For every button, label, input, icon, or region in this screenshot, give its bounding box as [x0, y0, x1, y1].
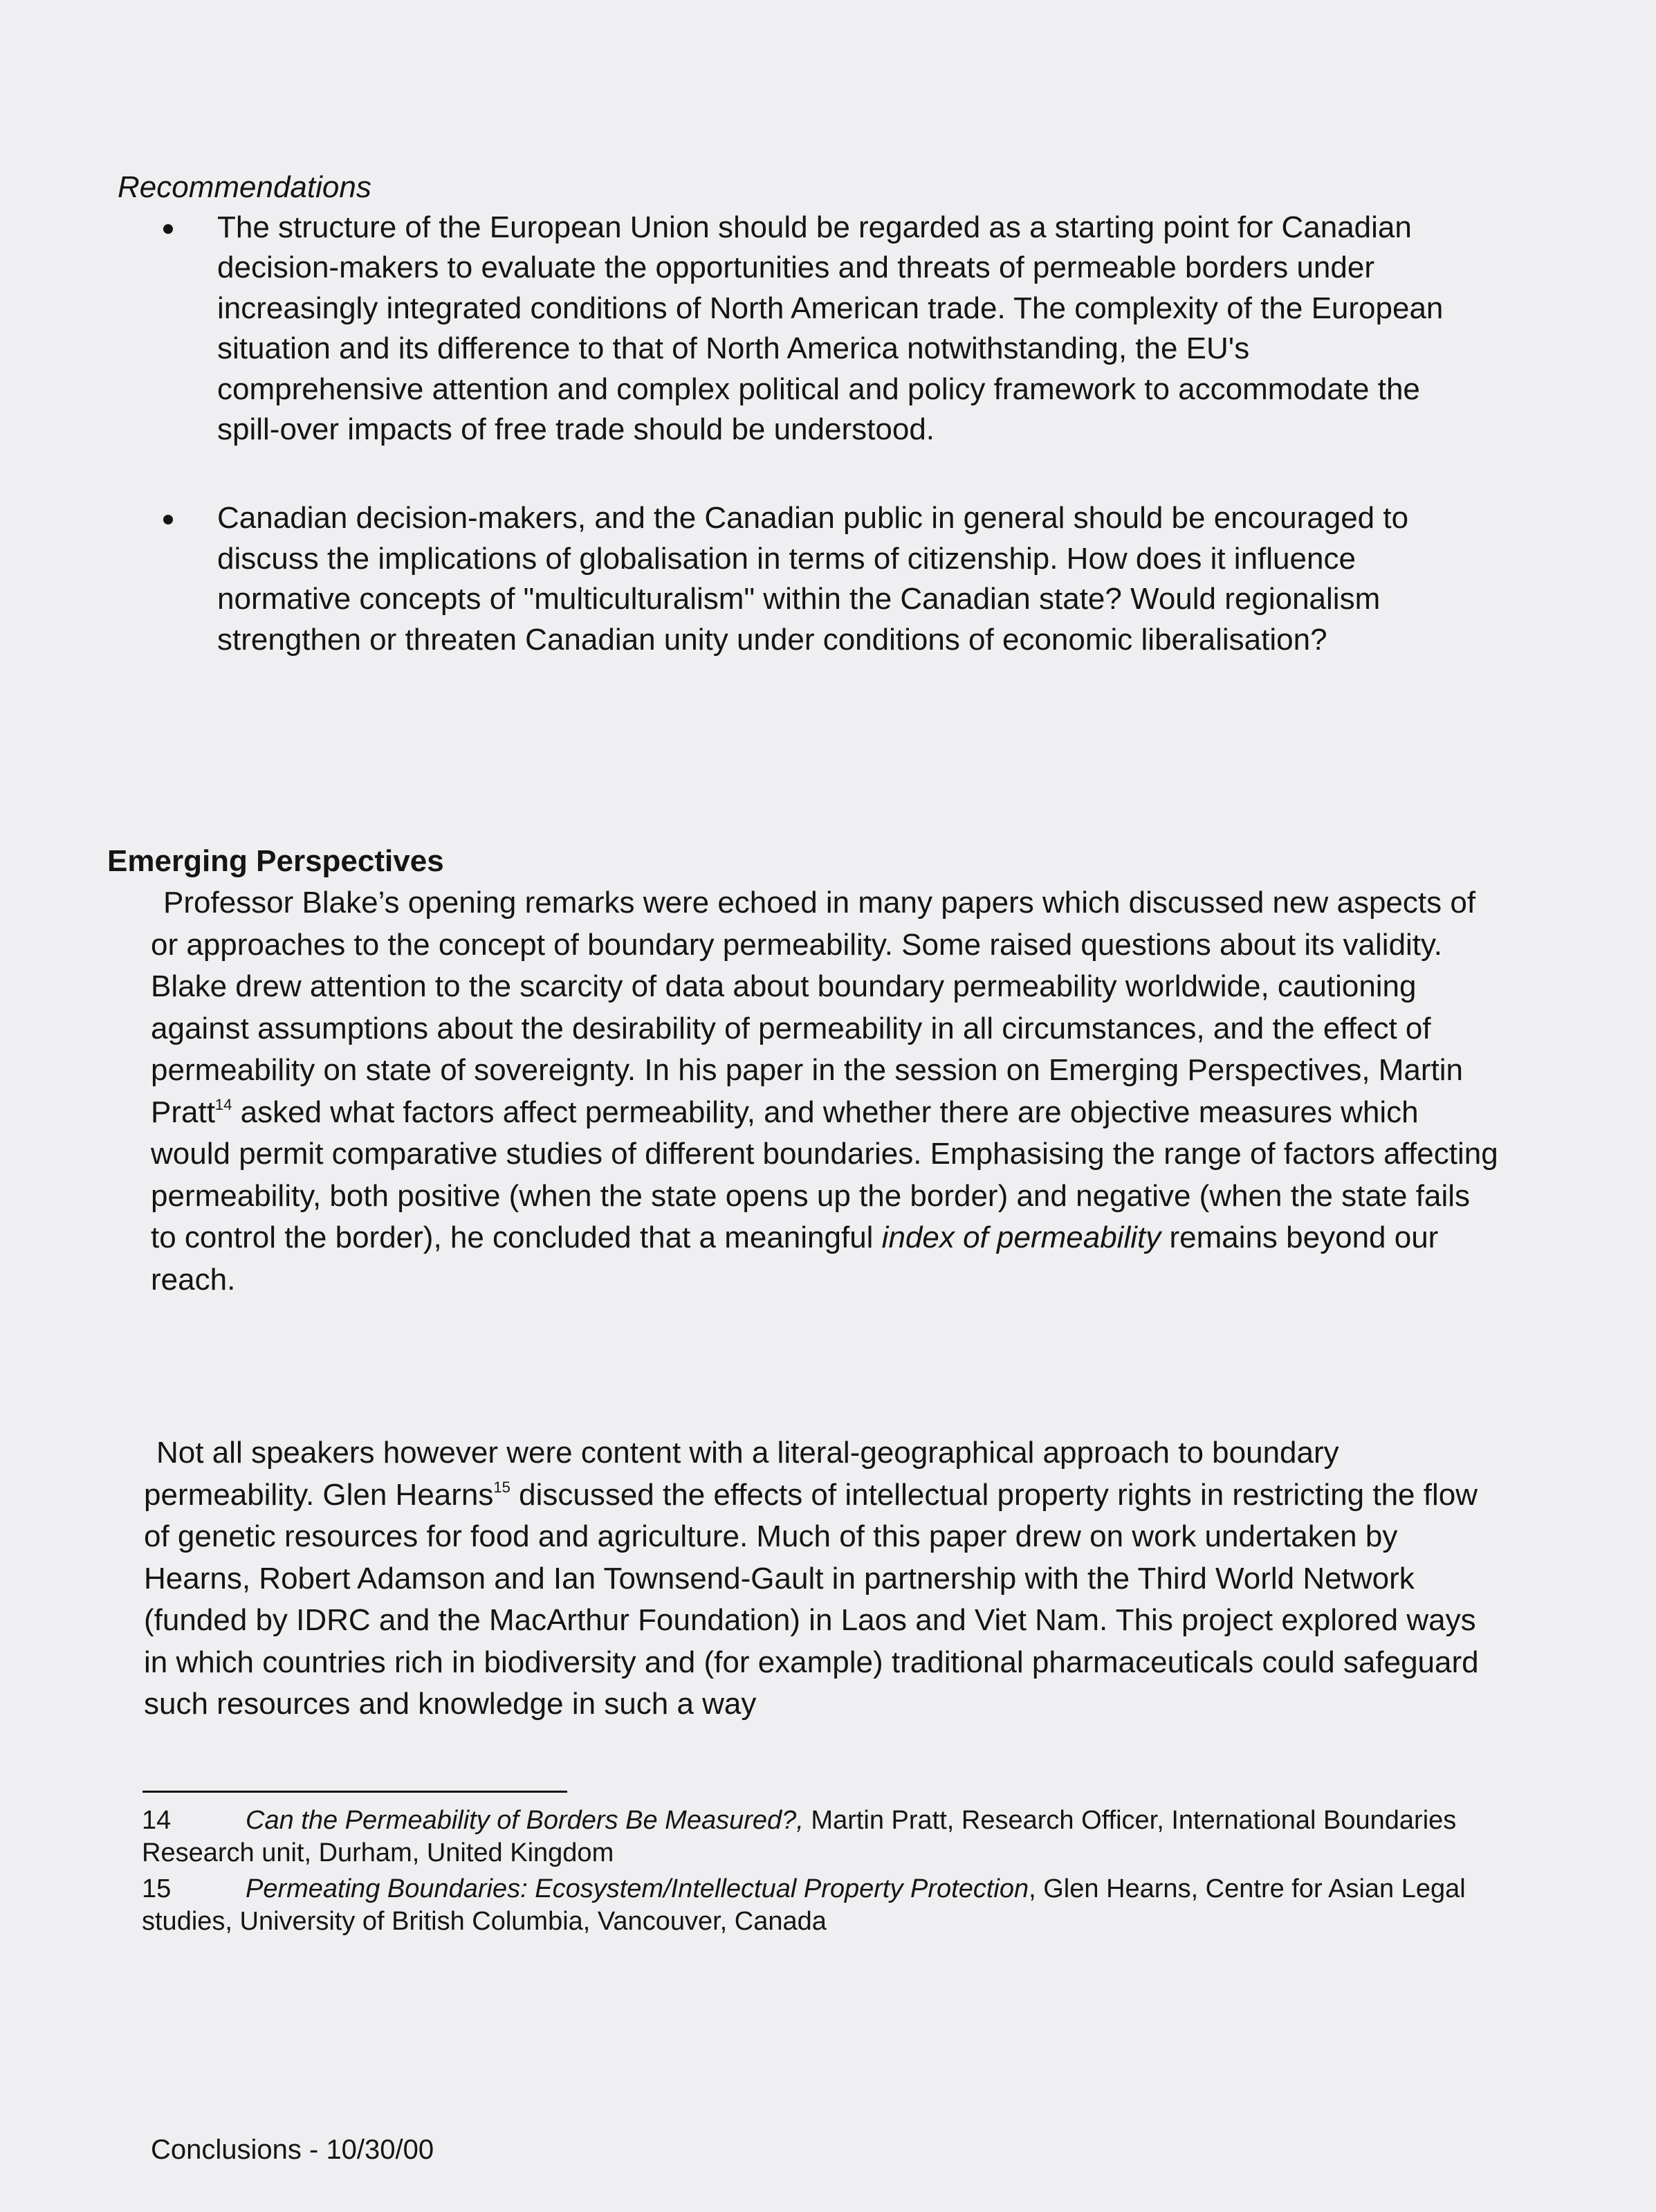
footnote-14 — [142, 1804, 1491, 1870]
recommendations-heading: Recommendations — [118, 170, 371, 204]
list-item — [163, 208, 1450, 450]
bullet-icon — [163, 224, 173, 234]
paragraph-text: Professor Blake’s opening remarks were echoed in many papers which discussed new aspects of or approaches to the concept of boundary permeability. Some raised questions about its validity. Blake drew attention to the scarcity of data about boundary permeability worldwide, cautioning against assumptions about the desirability of permeability in all circumstances, and the effect of permeability on state of sovereignty. In his paper in the session on Emerging Perspectives, Martin Pratt — [151, 886, 1476, 1129]
paragraph-blake-pratt — [151, 882, 1500, 1301]
paragraph-text: remains beyond our reach. — [151, 1221, 1439, 1297]
footnote-number: 15 — [142, 1874, 172, 1903]
footnote-divider — [142, 1791, 567, 1793]
footnote-text: , Glen Hearns, Centre for Asian Legal studies, University of British Columbia, Vancouver, Canada — [142, 1874, 1466, 1936]
list-item — [163, 498, 1450, 660]
bullet-icon — [163, 515, 173, 524]
footnotes — [142, 1804, 1491, 1938]
footnote-text: Martin Pratt, Research Officer, International Boundaries Research unit, Durham, United Kingdom — [142, 1806, 1457, 1867]
paragraph-text: discussed the effects of intellectual property rights in restricting the flow of genetic resources for food and agriculture. Much of this paper drew on work undertaken by Hearns, Robert Adamson and Ian Townsend-Gault in partnership with the Third World Network (funded by IDRC and the MacArthur Foundation) in Laos and Viet Nam. This project explored ways in which countries rich in biodiversity and (for example) traditional pharmaceuticals could safeguard such resources and knowledge in such a way — [144, 1477, 1479, 1721]
footnote-ref-15: 15 — [493, 1478, 510, 1496]
footnote-title: Can the Permeability of Borders Be Measured?, — [246, 1806, 804, 1835]
emerging-perspectives-heading: Emerging Perspectives — [107, 844, 444, 878]
page-footer: Conclusions - 10/30/00 — [151, 2135, 434, 2165]
paragraph-text: Not all speakers however were content with a literal-geographical approach to boundary permeability. Glen Hearns — [144, 1436, 1339, 1512]
recommendation-text: Canadian decision-makers, and the Canadian public in general should be encouraged to discuss the implications of globalisation in terms of citizenship. How does it influence normative concepts of "multiculturalism" within the Canadian state? Would regionalism strengthen or threaten Canadian unity under conditions of economic liberalisation? — [217, 501, 1409, 657]
footnote-15 — [142, 1873, 1491, 1938]
recommendation-text: The structure of the European Union should be regarded as a starting point for Canadian decision-makers to evaluate the opportunities and threats of permeable borders under increasingly integrated conditions of North American trade. The complexity of the European situation and its difference to that of North America notwithstanding, the EU's comprehensive attention and complex political and policy framework to accommodate the spill-over impacts of free trade should be understood. — [217, 210, 1444, 447]
emphasis-text: index of permeability — [881, 1221, 1161, 1254]
footnote-title: Permeating Boundaries: Ecosystem/Intellectual Property Protection — [246, 1874, 1029, 1903]
footnote-ref-14: 14 — [214, 1095, 232, 1113]
paragraph-hearns — [144, 1432, 1493, 1726]
recommendations-list — [163, 208, 1450, 660]
footnote-number: 14 — [142, 1806, 172, 1835]
paragraph-text: asked what factors affect permeability, and whether there are objective measures which would permit comparative studies of different boundaries. Emphasising the range of factors affecting permeability, both positive (when the state opens up the border) and negative (when the state fails to control the border), he concluded that a meaningful — [151, 1095, 1498, 1254]
